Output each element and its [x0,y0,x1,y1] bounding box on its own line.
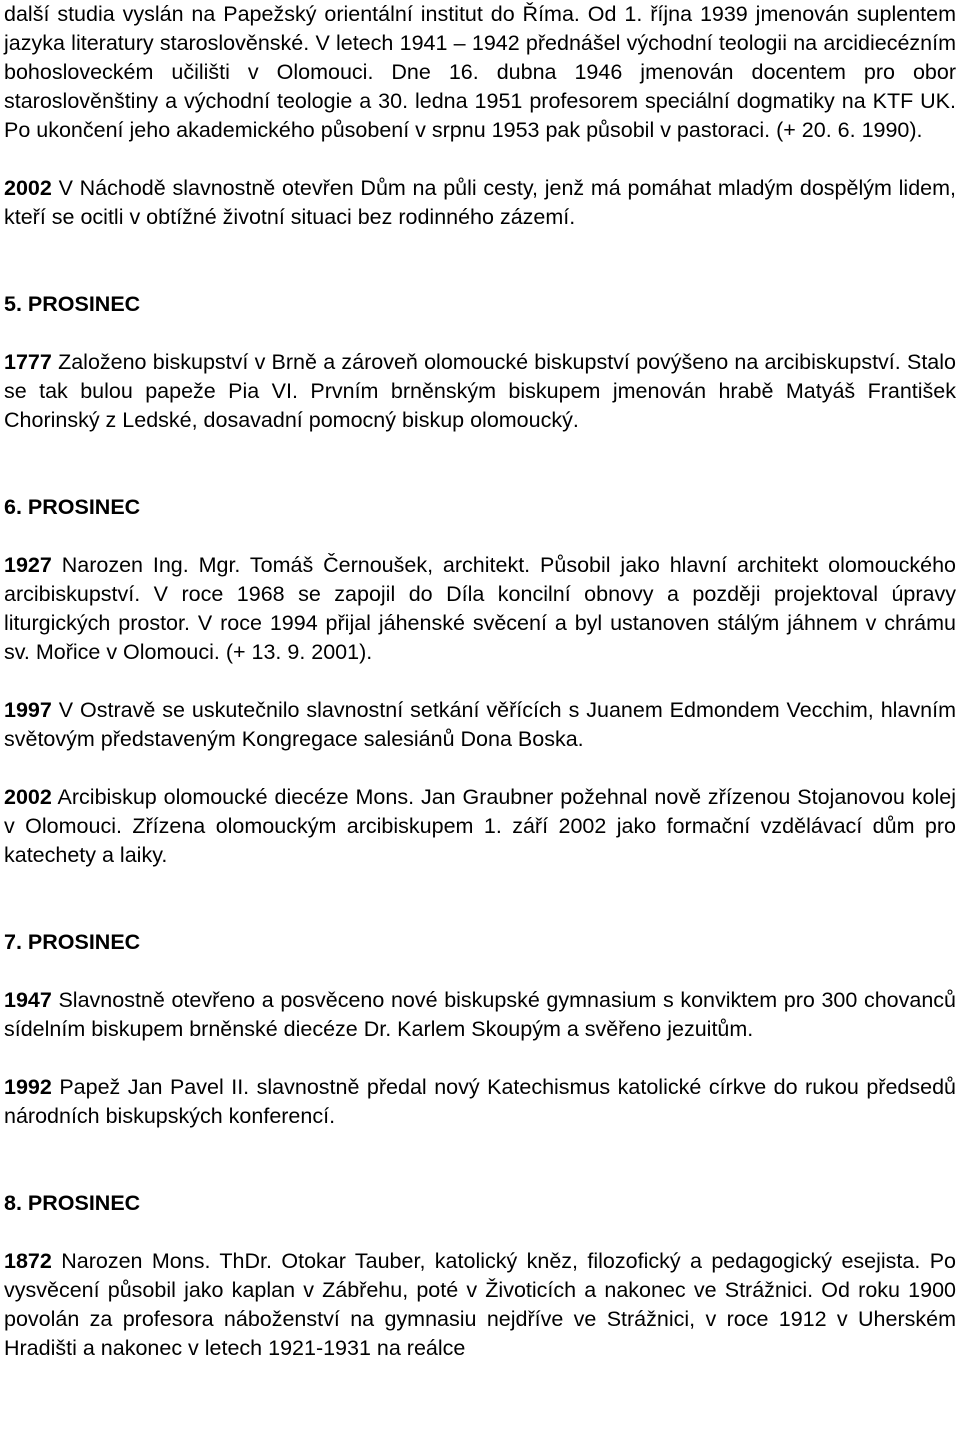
entry-year: 1777 [4,350,52,374]
entry-year: 1947 [4,988,52,1012]
entry-paragraph [4,174,956,232]
entry-year: 2002 [4,785,52,809]
section-heading: 8. PROSINEC [4,1191,141,1215]
entry-text: V Ostravě se uskutečnilo slavnostní setkání věřících s Juanem Edmondem Vecchim, hlavním světovým představeným Kongregace salesiánů Dona Boska. [4,698,956,751]
section-heading: 5. PROSINEC [4,292,141,316]
section-heading: 6. PROSINEC [4,495,141,519]
entry-text: Arcibiskup olomoucké diecéze Mons. Jan Graubner požehnal nově zřízenou Stojanovou kolej v Olomouci. Zřízena olomouckým arcibiskupem 1. září 2002 jako formační vzdělávací dům pro katechety a laiky. [4,785,956,867]
intro-paragraph: další studia vyslán na Papežský orientální institut do Říma. Od 1. října 1939 jmenován suplentem jazyka literatury staroslověnské. V letech 1941 – 1942 přednášel východní teologii na arcidiecézním bohosloveckém učilišti v Olomouci. Dne 16. dubna 1946 jmenován docentem pro obor staroslověnštiny a východní teologie a 30. ledna 1951 profesorem speciální dogmatiky na KTF UK. Po ukončení jeho akademického působení v srpnu 1953 pak působil v pastoraci. (+ 20. 6. 1990). [4,2,956,142]
entry-text: Narozen Mons. ThDr. Otokar Tauber, katolický kněz, filozofický a pedagogický esejista. Po vysvěcení působil jako kaplan v Zábřehu, poté v Životicích a nakonec ve Strážnici. Od roku 1900 povolán za profesora náboženství na gymnasiu nejdříve ve Strážnici, v roce 1912 v Uherském Hradišti a nakonec v letech 1921-1931 na reálce [4,1249,956,1360]
entry-paragraph [4,783,956,870]
entry-paragraph [4,696,956,754]
entry-paragraph [4,986,956,1044]
entry-text: Papež Jan Pavel II. slavnostně předal nový Katechismus katolické církve do rukou předsedů národních biskupských konferencí. [4,1075,956,1128]
section-heading: 7. PROSINEC [4,930,141,954]
entry-year: 2002 [4,176,52,200]
entry-paragraph [4,1247,956,1363]
entry-year: 1927 [4,553,52,577]
entry-year: 1872 [4,1249,52,1273]
entry-paragraph [4,1073,956,1131]
entry-text: V Náchodě slavnostně otevřen Dům na půli cesty, jenž má pomáhat mladým dospělým lidem, kteří se ocitli v obtížné životní situaci bez rodinného zázemí. [4,176,956,229]
entry-paragraph [4,348,956,435]
entry-paragraph [4,551,956,667]
entry-year: 1992 [4,1075,52,1099]
entry-text: Narozen Ing. Mgr. Tomáš Černoušek, architekt. Působil jako hlavní architekt olomouckého arcibiskupství. V roce 1968 se zapojil do Díla koncilní obnovy a později projektoval úpravy liturgických prostor. V roce 1994 přijal jáhenské svěcení a byl ustanoven stálým jáhnem v chrámu sv. Mořice v Olomouci. (+ 13. 9. 2001). [4,553,956,664]
document-page [4,0,956,1363]
entry-text: Slavnostně otevřeno a posvěceno nové biskupské gymnasium s konviktem pro 300 chovanců sídelním biskupem brněnské diecéze Dr. Karlem Skoupým a svěřeno jezuitům. [4,988,956,1041]
entry-year: 1997 [4,698,52,722]
entry-text: Založeno biskupství v Brně a zároveň olomoucké biskupství povýšeno na arcibiskupství. Stalo se tak bulou papeže Pia VI. Prvním brněnským biskupem jmenován hrabě Matyáš František Chorinský z Ledské, dosavadní pomocný biskup olomoucký. [4,350,956,432]
